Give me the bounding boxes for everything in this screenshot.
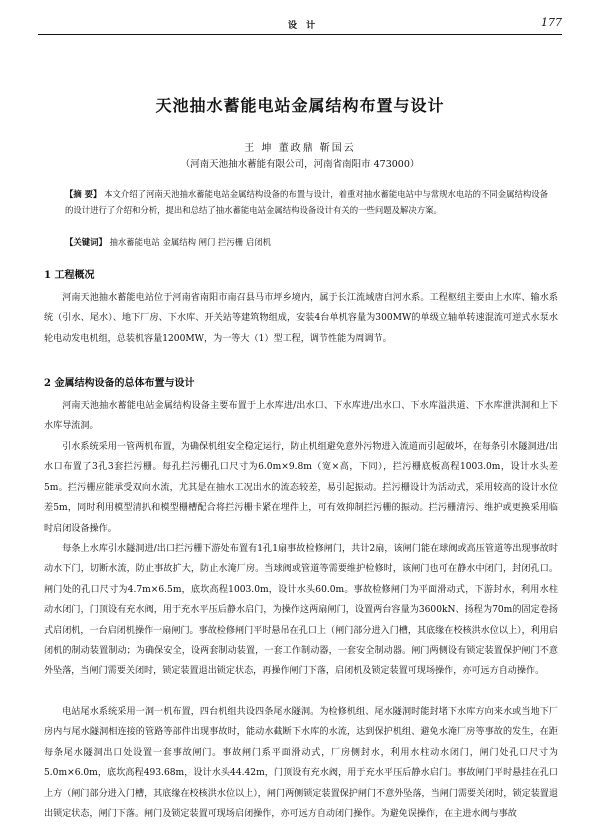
paragraph-3: 引水系统采用一管两机布置，为确保机组安全稳定运行，防止机组避免意外污物进入流道而引起破坏，在每条引水隧洞进/出水口布置了3孔3套拦污栅。每孔拦污栅孔口尺寸为6.0m×9.8m（宽×高，下同），拦污栅底板高程1003.0m，设计水头差5m。拦污栅应能承受双向水流，尤其是在抽水工况出水的流态较差，易引起振动。拦污栅设计为活动式，采用较高的设计水位差5m，同时利用模型清扒和模型栅槽配合将拦污栅卡紧在埋件上，可有效抑制拦污栅的振动。拦污栅清污、维护或更换采用临时启闭设备操作。 [44,442,558,534]
abstract [65,186,549,218]
section-heading-1: 1 工程概况 [44,270,95,281]
header-section: 设 计 [288,21,319,31]
affiliation: （河南天池抽水蓄能有限公司，河南省南阳市 473000） [180,159,420,170]
paragraph-4: 每条上水库引水隧洞进/出口拦污栅下游处布置有1孔1扇事故检修闸门，共计2扇，该闸门能在球阀或高压管道等出现事故时动水下门，切断水流，防止事故扩大，防止水淹厂房。当球阀或管道等需要维护检修时，该闸门也可在静水中闭门，封闭孔口。闸门处的孔口尺寸为4.7m×6.5m，底坎高程1003.0m，设计水头60.0m。事故检修闸门为平面滑动式，下游封水，利用水柱动水闭门，门顶设有充水阀，用于充水平压后静水启门，为操作这两扇闸门，设置两台容量为3600kN、扬程为70m的固定卷扬式启闭机，一台启闭机操作一扇闸门。事故检修闸门平时悬吊在孔口上（闸门部分进入门槽，其底缘在校核洪水位以上），利用启闭机的制动装置制动；为确保安全，设两套制动装置，一套工作制动器，一套安全制动器。闸门两侧设有锁定装置保护闸门不意外坠落，当闸门需要关闭时，锁定装置退出锁定状态，再操作闸门下落，启闭机及锁定装置可现场操作，亦可远方自动操作。 [44,544,558,677]
keywords [65,236,271,248]
paragraph-5: 电站尾水系统采用一洞一机布置，四台机组共设四条尾水隧洞。为检修机组、尾水隧洞时能封堵下水库方向来水或当地下厂房内与尾水隧洞相连接的管路等部件出现事故时，能动水截断下水库的水流，达到保护机组、避免水淹厂房等事故的发生，在距每条尾水隧洞出口处设置一套事故闸门。事故闸门系平面滑动式，厂房侧封水，利用水柱动水闭门，闸门处孔口尺寸为5.0m×6.0m，底坎高程493.68m，设计水头44.42m，门顶设有充水阀，用于充水平压后静水启门。事故闸门平时悬挂在孔口上方（闸门部分进入门槽，其底缘在校核洪水位以上），闸门两侧锁定装置保护闸门不意外坠落，当闸门需要关闭时，锁定装置退出锁定状态，闸门下落。闸门及锁定装置可现场启闭操作，亦可远方自动闭门操作。为避免误操作，在主进水阀与事故 [44,707,558,820]
page-number: 177 [541,16,562,29]
keywords-text: 抽水蓄能电站 金属结构 闸门 拦污栅 启闭机 [109,237,271,247]
abstract-label: 【摘 要】 [65,189,102,199]
keywords-label: 【关键词】 [65,237,107,247]
section-heading-2: 2 金属结构设备的总体布置与设计 [44,378,195,389]
paragraph-1: 河南天池抽水蓄能电站位于河南省南阳市南召县马市坪乡境内，属于长江流域唐白河水系。工程枢纽主要由上水库、输水系统（引水、尾水）、地下厂房、下水库、开关站等建筑物组成，安装4台单机容量为300MW的单级立轴单转速混流可逆式水泵水轮电动发电机组，总装机容量1200MW，为一等大（1）型工程，调节性能为周调节。 [44,293,558,344]
running-header [38,14,562,35]
abstract-text: 本文介绍了河南天池抽水蓄能电站金属结构设备的布置与设计，着重对抽水蓄能电站中与常规水电站的不同金属结构设备的设计进行了介绍和分析，提出和总结了抽水蓄能电站金属结构设备设计有关的一些问题及解决方案。 [65,189,548,215]
paper-title: 天池抽水蓄能电站金属结构布置与设计 [155,96,445,115]
paragraph-2: 河南天池抽水蓄能电站金属结构设备主要布置于上水库进/出水口、下水库进/出水口、下水库溢洪道、下水库泄洪洞和上下水库导流洞。 [44,401,558,432]
authors: 王 坤 董政鼎 靳国云 [244,143,356,154]
